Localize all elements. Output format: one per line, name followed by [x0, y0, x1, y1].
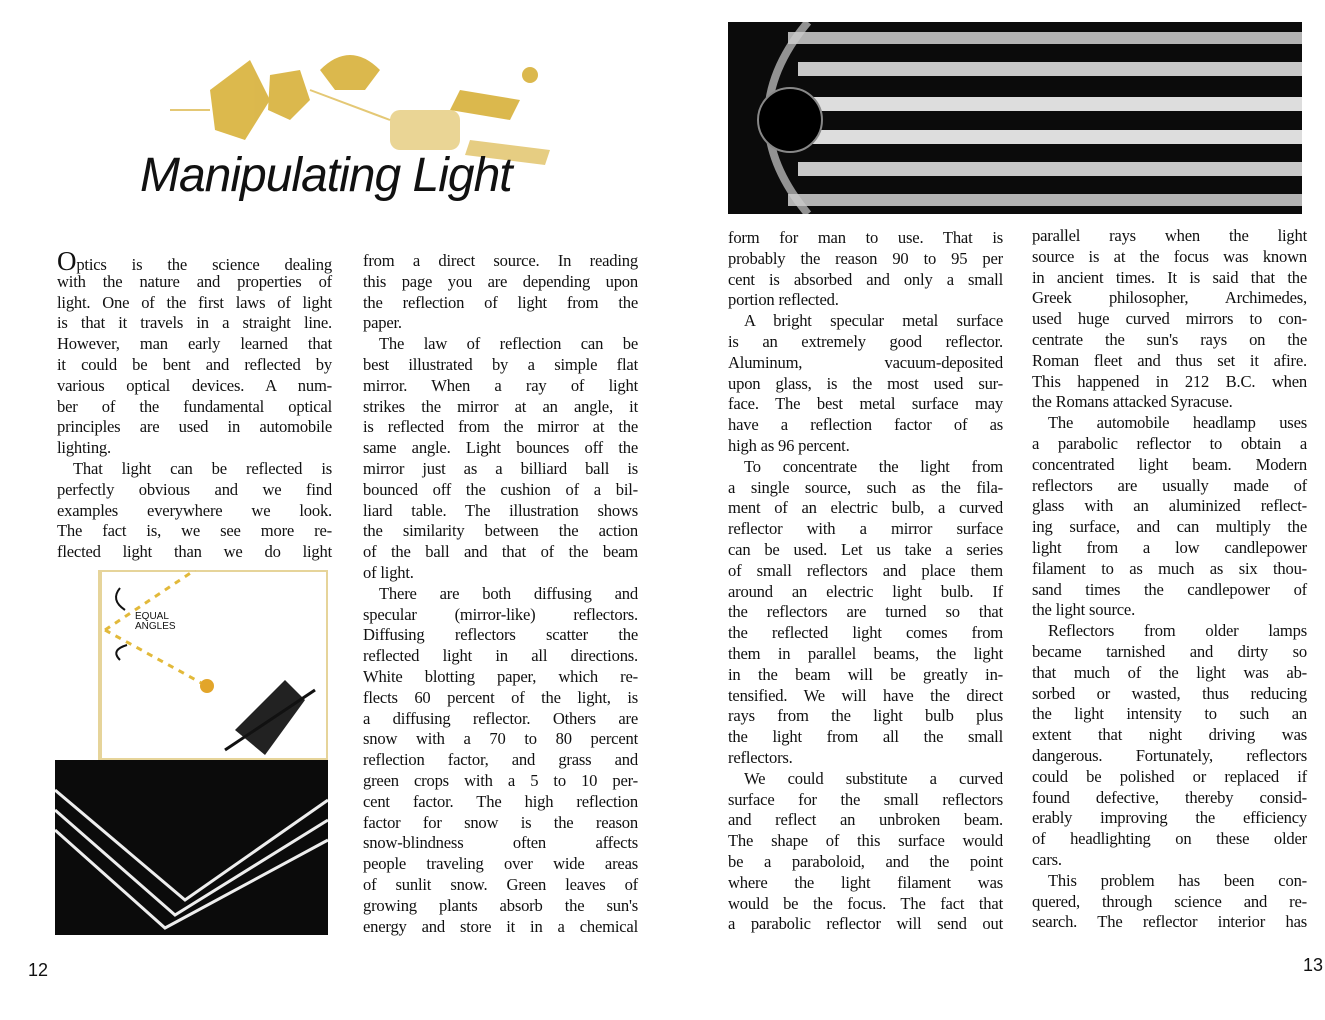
text-line: the light source.	[1032, 600, 1136, 620]
text-line: reflected light in all directions.	[363, 646, 638, 666]
text-line: examples everywhere we look.	[57, 500, 332, 520]
text-line: best illustrated by a simple flat	[363, 354, 638, 374]
text-line: the Romans attacked Syracuse.	[1032, 392, 1233, 412]
text-line: of headlighting on these older	[1032, 829, 1307, 849]
text-line: paper.	[363, 313, 402, 333]
text-line: green crops with a 5 to 10 per-	[363, 770, 638, 790]
text-line: growing plants absorb the sun's	[363, 895, 638, 915]
text-line: the reflection of light from the	[363, 292, 638, 312]
text-line: mirror. When a ray of light	[363, 375, 638, 395]
text-line: cent factor. The high reflection	[363, 791, 638, 811]
text-line: a parabolic reflector will send out	[728, 914, 1003, 934]
text-line: concentrated light beam. Modern	[1032, 454, 1307, 474]
text-line: the reflected light comes from	[728, 623, 1003, 643]
text-line: parallel rays when the light	[1032, 226, 1307, 245]
text-line: found defective, thereby consid-	[1032, 787, 1307, 807]
text-line: rays from the light bulb plus	[728, 706, 1003, 726]
text-line: cars.	[1032, 849, 1062, 869]
text-line: mirror just as a billiard ball is	[363, 458, 638, 478]
text-line: glass with an aluminized reflect-	[1032, 496, 1307, 516]
text-line: form for man to use. That is	[728, 228, 1003, 247]
text-line: face. The best metal surface may	[728, 394, 1003, 414]
text-line: centrate the sun's rays on the	[1032, 329, 1307, 349]
text-line: Greek philosopher, Archimedes,	[1032, 288, 1307, 308]
text-line: high as 96 percent.	[728, 435, 850, 455]
text-line: from a direct source. In reading	[363, 251, 638, 270]
text-line: that much of the light was ab-	[1032, 662, 1307, 682]
text-line: a single source, such as the fila-	[728, 477, 1003, 497]
text-line: There are both diffusing and	[379, 583, 638, 603]
text-line: light from a low candlepower	[1032, 537, 1307, 557]
text-column-1	[57, 246, 332, 563]
text-line: extent that night driving was	[1032, 725, 1307, 745]
text-line: To concentrate the light from	[744, 456, 1003, 476]
text-line: and reflect an unbroken beam.	[728, 810, 1003, 830]
text-line: The automobile headlamp uses	[1048, 413, 1307, 433]
text-line: have a reflection factor of as	[728, 415, 1003, 435]
text-line: is an extremely good reflector.	[728, 331, 1003, 351]
text-line: people traveling over wide areas	[363, 854, 638, 874]
text-line: ber of the fundamental optical	[57, 396, 332, 416]
text-line: sand times the candlepower of	[1032, 579, 1307, 599]
text-line: This happened in 212 B.C. when	[1032, 371, 1307, 391]
text-line: the light from all the small	[728, 727, 1003, 747]
text-line: with the nature and properties of	[57, 271, 332, 291]
text-line: reflectors.	[728, 747, 793, 767]
text-line: of light.	[363, 562, 414, 582]
text-line: the similarity between the action	[363, 521, 638, 541]
text-line: cent is absorbed and only a small	[728, 269, 1003, 289]
page-number-right: 13	[1303, 955, 1324, 975]
text-line: filament to as much as six thou-	[1032, 558, 1307, 578]
text-line: upon glass, is the most used sur-	[728, 373, 1003, 393]
text-line: Roman fleet and thus set it afire.	[1032, 350, 1307, 370]
text-line: in the beam will be greatly in-	[728, 664, 1003, 684]
text-line: snow with a 70 to 80 percent	[363, 729, 638, 749]
label-line: EQUAL	[135, 611, 169, 622]
text-line: The fact is, we see more re-	[57, 521, 332, 541]
label-line: ANGLES	[135, 621, 176, 632]
text-line: Aluminum, vacuum-deposited	[728, 352, 1003, 372]
text-line: flects 60 percent of the light, is	[363, 687, 638, 707]
text-line: A bright specular metal surface	[744, 311, 1003, 331]
text-line: it could be bent and reflected by	[57, 354, 332, 374]
text-column-2	[363, 251, 638, 937]
text-line: the reflectors are turned so that	[728, 602, 1003, 622]
text-line: surface for the small reflectors	[728, 789, 1003, 809]
text-line: factor for snow is the reason	[363, 812, 638, 832]
page-title: Manipulating Light	[140, 149, 512, 202]
text-line: perfectly obvious and we find	[57, 479, 332, 499]
text-line: This problem has been con-	[1048, 870, 1307, 890]
text-line: snow-blindness often affects	[363, 833, 638, 853]
text-column-4	[1032, 226, 1307, 933]
text-line: ment of an electric bulb, a curved	[728, 498, 1003, 518]
text-line: could be polished or replaced if	[1032, 766, 1307, 786]
text-line: reflectors are usually made of	[1032, 475, 1307, 495]
text-line: However, man early learned that	[57, 334, 332, 354]
text-column-3	[728, 228, 1003, 935]
parabolic-reflector-photo	[728, 22, 1302, 214]
text-line: The shape of this surface would	[728, 831, 1003, 851]
text-line: used huge curved mirrors to con-	[1032, 309, 1307, 329]
text-line: That light can be reflected is	[73, 458, 332, 478]
text-line: strikes the mirror at an angle, it	[363, 396, 638, 416]
text-line: source is at the focus was known	[1032, 246, 1307, 266]
text-line: ing surface, and can multiply the	[1032, 517, 1307, 537]
text-line: Reflectors from older lamps	[1048, 621, 1307, 641]
equal-angles-label	[135, 612, 176, 632]
text-line: sorbed or wasted, thus reducing	[1032, 683, 1307, 703]
text-line: became tarnished and dirty so	[1032, 641, 1307, 661]
text-line: Diffusing reflectors scatter the	[363, 625, 638, 645]
text-line: tensified. We will have the direct	[728, 685, 1003, 705]
text-line: where the light filament was	[728, 872, 1003, 892]
text-line: reflector with a mirror surface	[728, 519, 1003, 539]
text-line: various optical devices. A num-	[57, 375, 332, 395]
text-line: reflection factor, and grass and	[363, 750, 638, 770]
text-line: energy and store it in a chemical	[363, 916, 638, 936]
text-line: White blotting paper, which re-	[363, 666, 638, 686]
text-line: them in parallel beams, the light	[728, 643, 1003, 663]
text-line: bounced off the cushion of a bil-	[363, 479, 638, 499]
text-line: same angle. Light bounces off the	[363, 438, 638, 458]
text-line: be a paraboloid, and the point	[728, 851, 1003, 871]
text-line: lighting.	[57, 438, 111, 458]
text-line: Optics is the science dealing	[57, 246, 332, 276]
text-line: the light intensity to such an	[1032, 704, 1307, 724]
text-line: specular (mirror-like) reflectors.	[363, 604, 638, 624]
text-line: a parabolic reflector to obtain a	[1032, 433, 1307, 453]
text-line: erably improving the efficiency	[1032, 808, 1307, 828]
text-line: of the ball and that of the beam	[363, 542, 638, 562]
text-line: search. The reflector interior has	[1032, 912, 1307, 932]
page-number-left: 12	[28, 960, 49, 980]
text-line: The law of reflection can be	[379, 334, 638, 354]
text-line: flected light than we do light	[57, 542, 332, 562]
drop-cap: O	[57, 246, 77, 276]
text-line: liard table. The illustration shows	[363, 500, 638, 520]
text-line: We could substitute a curved	[744, 768, 1003, 788]
text-line: around an electric light bulb. If	[728, 581, 1003, 601]
text-line: portion reflected.	[728, 290, 839, 310]
text-line: principles are used in automobile	[57, 417, 332, 437]
text-line: a diffusing reflector. Others are	[363, 708, 638, 728]
text-line: light. One of the first laws of light	[57, 292, 332, 312]
text-line: probably the reason 90 to 95 per	[728, 248, 1003, 268]
text-line: of sunlit snow. Green leaves of	[363, 874, 638, 894]
text-line: is reflected from the mirror at the	[363, 417, 638, 437]
equal-angles-illustration	[55, 570, 328, 935]
text-line: this page you are depending upon	[363, 271, 638, 291]
text-line: of small reflectors and place them	[728, 560, 1003, 580]
text-line: is that it travels in a straight line.	[57, 313, 332, 333]
text-line: dangerous. Fortunately, reflectors	[1032, 745, 1307, 765]
text-line: would be the focus. The fact that	[728, 893, 1003, 913]
text-line: can be used. Let us take a series	[728, 539, 1003, 559]
text-line: quered, through science and re-	[1032, 891, 1307, 911]
text-line: in ancient times. It is said that the	[1032, 267, 1307, 287]
